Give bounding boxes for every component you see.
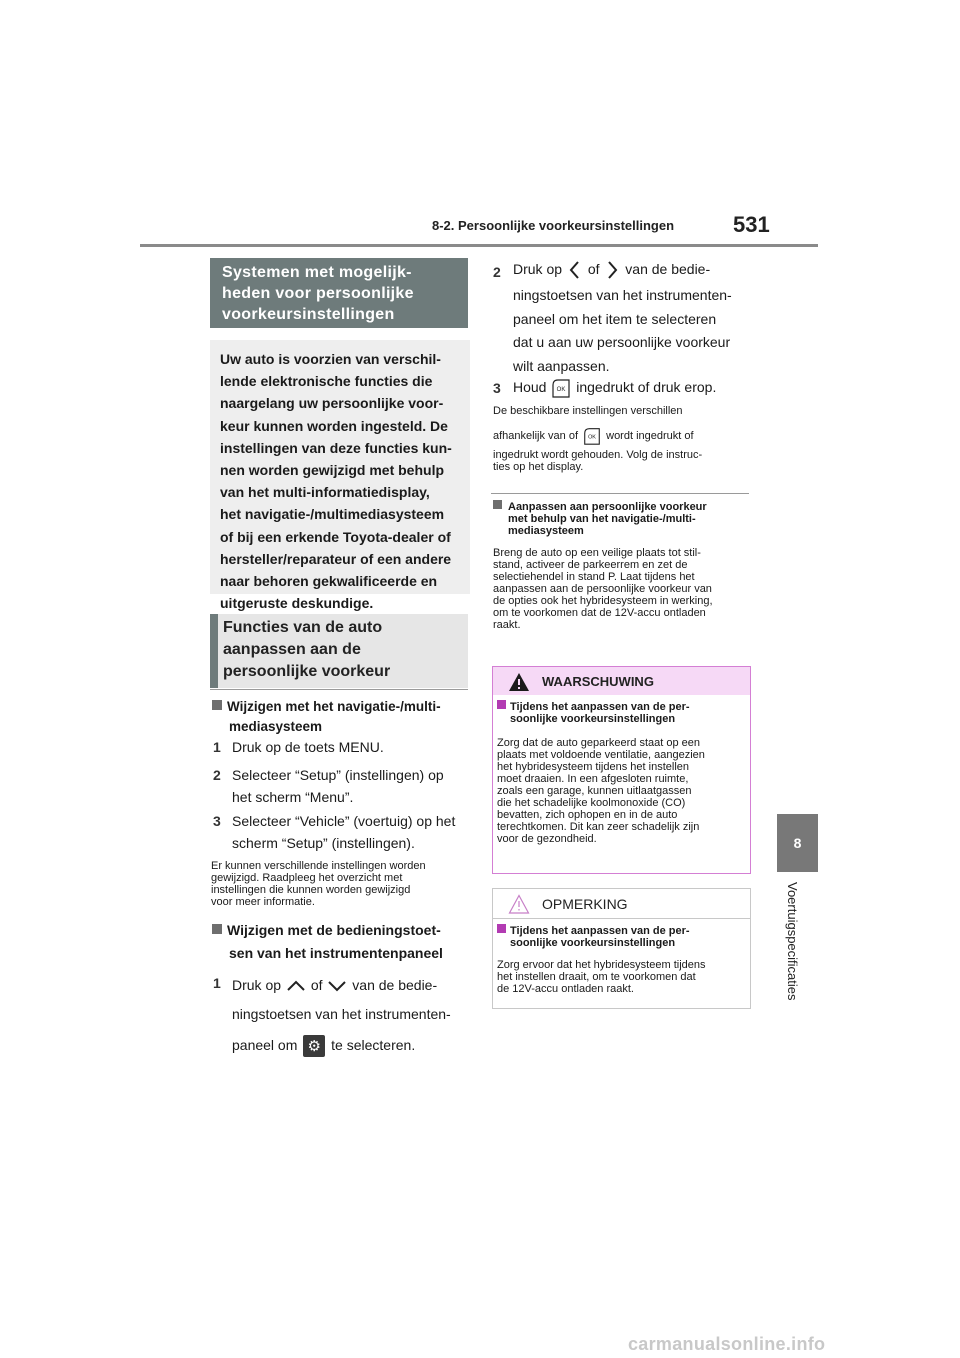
chevron-left-icon bbox=[566, 259, 584, 281]
ok-button-icon bbox=[581, 426, 603, 446]
step-number: 1 bbox=[213, 739, 221, 755]
step-text: Druk op de toets MENU. bbox=[232, 739, 384, 755]
subheading-navigation: Wijzigen met het navigatie-/multi- mediasysteem bbox=[212, 697, 470, 737]
page-number: 531 bbox=[733, 212, 770, 237]
info-note: Er kunnen verschillende instellingen worden gewijzigd. Raadpleeg het overzicht met instellingen die kunnen worden gewijzigd voor meer informatie. bbox=[211, 860, 426, 908]
note-header-divider bbox=[493, 918, 750, 919]
step-number: 3 bbox=[493, 380, 501, 396]
step-number: 2 bbox=[213, 767, 221, 783]
step-text: Selecteer “Vehicle” (voertuig) op het scherm “Setup” (instellingen). bbox=[232, 813, 456, 851]
heading-accent-bar bbox=[210, 614, 218, 688]
bullet-square-icon bbox=[212, 700, 222, 710]
note-subheading: Tijdens het aanpassen van de per- soonlijke voorkeursinstellingen bbox=[497, 924, 747, 949]
section-title: 8-2. Persoonlijke voorkeursinstellingen bbox=[432, 218, 675, 233]
step-number: 1 bbox=[213, 975, 221, 991]
step-number: 2 bbox=[493, 264, 501, 280]
svg-text:OK: OK bbox=[588, 434, 596, 441]
chevron-right-icon bbox=[603, 259, 621, 281]
bullet-square-icon bbox=[497, 700, 506, 709]
bullet-square-icon bbox=[493, 500, 502, 509]
warning-title: WAARSCHUWING bbox=[542, 674, 654, 689]
info-note-2: De beschikbare instellingen verschillen afhankelijk van of OK wordt ingedrukt of ingedrukt wordt gehouden. Volg de instruc- ties op het display. bbox=[493, 405, 703, 473]
caution-triangle-icon bbox=[508, 894, 530, 914]
subheading-personal-preference: Aanpassen aan persoonlijke voorkeur met behulp van het navigatie-/multi- mediasysteem bbox=[493, 500, 753, 537]
bullet-square-icon bbox=[497, 924, 506, 933]
note-title: OPMERKING bbox=[542, 896, 628, 912]
body-text: Breng de auto op een veilige plaats tot stil- stand, activeer de parkeerrem en zet de selectiehendel in stand P. Laat tijdens het aanpassen aan de persoonlijke voorkeur van de opties ook het hybridesysteem in werking, om te voorkomen dat de 12V-accu ontladen raakt. bbox=[493, 547, 713, 631]
svg-text:OK: OK bbox=[557, 387, 566, 394]
step-number: 3 bbox=[213, 813, 221, 829]
heading-functions: Functies van de auto aanpassen aan de persoonlijke voorkeur bbox=[223, 619, 391, 680]
step-text: Druk op of van de bedie- ningstoetsen van het instrumenten- paneel om het item te selecteren dat u aan uw persoonlijke voorkeur wilt aanpassen. bbox=[513, 261, 732, 374]
chevron-down-icon bbox=[326, 979, 348, 993]
chevron-up-icon bbox=[285, 979, 307, 993]
step-text: Houd OK ingedrukt of druk erop. bbox=[513, 376, 753, 399]
intro-text: Uw auto is voorzien van verschil- lende elektronische functies die naargelang uw persoonlijke voor- keur kunnen worden ingesteld. De instellingen van deze functies kun- nen worden gewijzigd met behulp van het multi-informatiedisplay, het navigatie-/multimediasysteem of bij een erkende Toyota-dealer of hersteller/reparateur of een andere naar behoren gekwalificeerde en uitgeruste deskundige. bbox=[220, 351, 452, 612]
warning-triangle-icon bbox=[508, 672, 530, 692]
divider bbox=[210, 689, 468, 690]
subheading-instrument-panel: Wijzigen met de bedieningstoet- sen van het instrumentenpaneel bbox=[212, 919, 470, 965]
settings-gear-icon: ⚙ bbox=[303, 1035, 325, 1057]
note-body: Zorg ervoor dat het hybridesysteem tijdens het instellen draait, om te voorkomen dat de 12V-accu ontladen raakt. bbox=[497, 959, 706, 995]
chapter-tab-number: 8 bbox=[777, 814, 818, 872]
chapter-tab-label: Voertuigspecificaties bbox=[785, 882, 800, 1001]
step-text: Druk op of van de bedie- ningstoetsen van het instrumenten- paneel om ⚙ te selecteren. bbox=[232, 972, 472, 1059]
step-text: Selecteer “Setup” (instellingen) op het scherm “Menu”. bbox=[232, 767, 444, 805]
watermark: carmanualsonline.info bbox=[628, 1334, 826, 1354]
divider bbox=[491, 493, 749, 494]
bullet-square-icon bbox=[212, 924, 222, 934]
header-divider bbox=[140, 244, 818, 247]
warning-body: Zorg dat de auto geparkeerd staat op een plaats met voldoende ventilatie, aangezien het hybridesysteem tijdens het instellen moet draaien. In een afgesloten ruimte, zoals een garage, kunnen uitlaatgassen die het schadelijke koolmonoxide (CO) bevatten, zich ophopen en in de auto terechtkomen. Dit kan zeer schadelijk zijn voor de gezondheid. bbox=[497, 737, 705, 845]
ok-button-icon bbox=[550, 377, 572, 399]
heading-systems: Systemen met mogelijk- heden voor persoonlijke voorkeursinstellingen bbox=[222, 264, 414, 323]
warning-subheading: Tijdens het aanpassen van de per- soonlijke voorkeursinstellingen bbox=[497, 700, 747, 725]
